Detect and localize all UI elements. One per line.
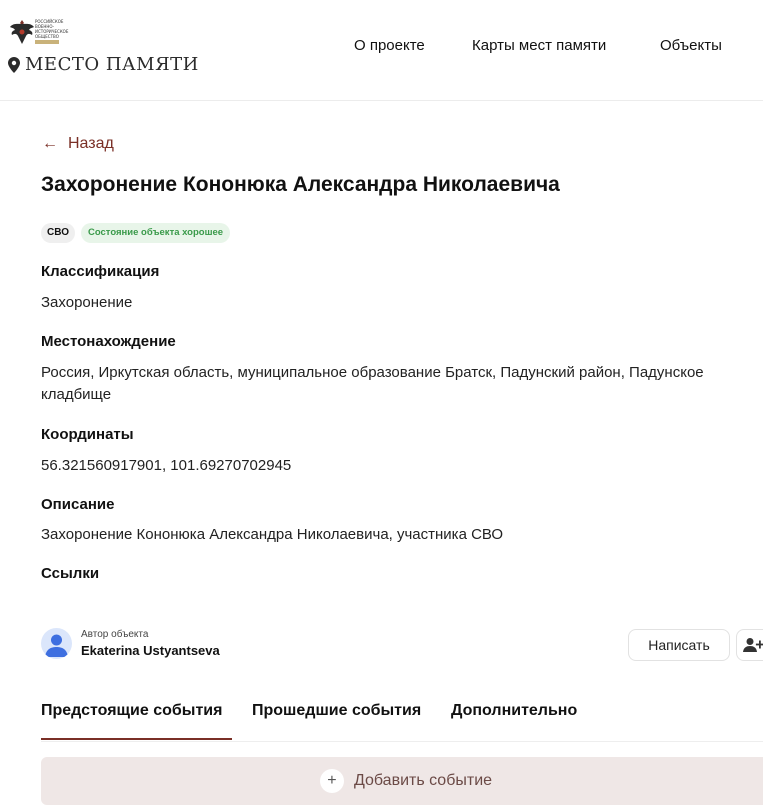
org-name-line: ВОЕННО-ИСТОРИЧЕСКОЕ bbox=[35, 24, 69, 34]
tab-upcoming-events[interactable]: Предстоящие события bbox=[41, 702, 223, 719]
location-value: Россия, Иркутская область, муниципальное образование Братск, Падунский район, Падунское кладбище bbox=[41, 364, 704, 403]
brand-logo[interactable] bbox=[8, 54, 199, 75]
location-label: Местонахождение bbox=[41, 333, 176, 350]
links-label: Ссылки bbox=[41, 565, 100, 582]
arrow-left-icon: ← bbox=[42, 135, 58, 152]
plus-icon: + bbox=[320, 769, 344, 793]
map-pin-icon bbox=[8, 57, 20, 73]
nav-maps[interactable]: Карты мест памяти bbox=[472, 37, 607, 54]
user-icon bbox=[41, 628, 72, 659]
description-value: Захоронение Кононюка Александра Николаевича, участника СВО bbox=[41, 526, 504, 543]
eagle-emblem-icon[interactable] bbox=[9, 18, 35, 46]
tab-additional[interactable]: Дополнительно bbox=[451, 702, 578, 719]
classification-value: Захоронение bbox=[41, 294, 133, 311]
coordinates-value: 56.321560917901, 101.69270702945 bbox=[41, 457, 292, 474]
org-name bbox=[35, 19, 85, 44]
active-tab-indicator bbox=[41, 738, 232, 740]
back-label: Назад bbox=[68, 135, 114, 152]
badge-row bbox=[41, 223, 230, 243]
classification-label: Классификация bbox=[41, 263, 160, 280]
avatar bbox=[41, 628, 72, 659]
add-friend-button[interactable] bbox=[736, 629, 763, 661]
nav-about[interactable]: О проекте bbox=[354, 37, 425, 54]
event-tabs bbox=[41, 700, 763, 742]
status-badge: Состояние объекта хорошее bbox=[81, 223, 230, 243]
author-block[interactable] bbox=[41, 628, 220, 659]
category-badge: СВО bbox=[41, 223, 75, 243]
add-event-button[interactable] bbox=[41, 757, 763, 805]
org-name-line: ОБЩЕСТВО bbox=[35, 34, 59, 39]
write-message-button[interactable]: Написать bbox=[628, 629, 730, 661]
description-label: Описание bbox=[41, 496, 115, 513]
site-header bbox=[0, 0, 763, 101]
author-caption: Автор объекта bbox=[81, 629, 149, 640]
person-add-icon bbox=[743, 637, 763, 653]
page-title: Захоронение Кононюка Александра Николаевича bbox=[41, 173, 560, 196]
author-name[interactable]: Ekaterina Ustyantseva bbox=[81, 643, 220, 658]
nav-objects[interactable]: Объекты bbox=[660, 37, 722, 54]
add-event-label: Добавить событие bbox=[353, 772, 493, 789]
brand-name: МЕСТО ПАМЯТИ bbox=[25, 54, 199, 75]
org-name-line: РОССИЙСКОЕ bbox=[35, 19, 64, 24]
back-link[interactable] bbox=[42, 135, 114, 153]
org-badge bbox=[35, 40, 59, 44]
coordinates-label: Координаты bbox=[41, 426, 134, 443]
tab-past-events[interactable]: Прошедшие события bbox=[252, 702, 422, 719]
